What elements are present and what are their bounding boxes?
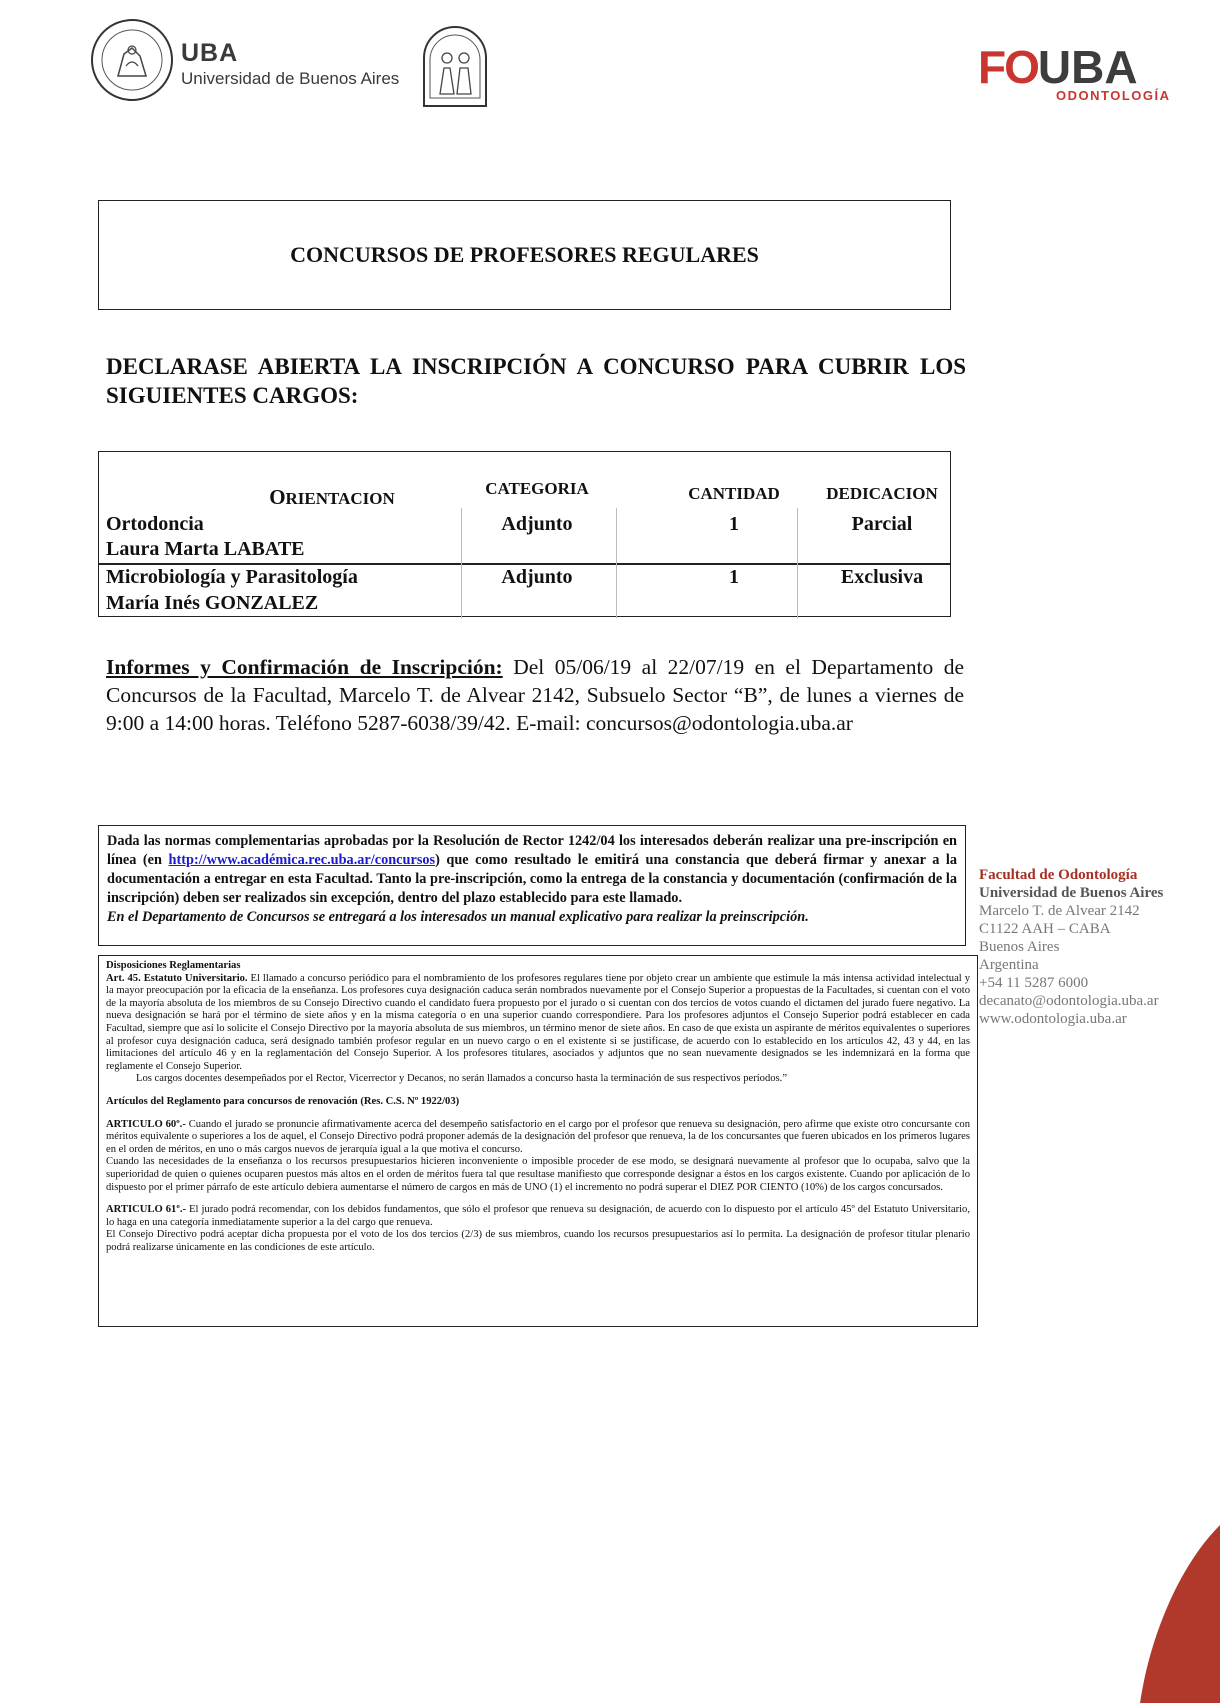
row2-categoria: Adjunto bbox=[501, 566, 573, 588]
note-italic: En el Departamento de Concursos se entregará a los interesados un manual explicativo para realizar la preinscripción. bbox=[107, 909, 809, 925]
note-text-2: ) que como resultado le emitirá una constancia que deberá firmar y anexar a la documentación a entregar en esta Facultad. Tanto la pre-inscripción, como la entrega de la constancia y documentación (confirmación de la inscripción) deben ser realizados sin excepción, dentro del plazo establecido para este llamado. bbox=[107, 852, 957, 906]
contact-postal: C1122 AAH – CABA bbox=[979, 921, 1111, 937]
contact-country: Argentina bbox=[979, 957, 1039, 973]
informes-text: Del 05/06/19 al 22/07/19 en el Departamento de Concursos de la Facultad, Marcelo T. de Alvear 2142, Subsuelo Sector “B”, de lunes a viernes de 9:00 a 14:00 horas. Teléfono 5287-6038/39/42. E-mail: concursos@odontologia.uba.ar bbox=[106, 655, 964, 735]
contact-email[interactable]: decanato@odontologia.uba.ar bbox=[979, 993, 1159, 1009]
art61-paragraph: ARTICULO 61º.- El jurado podrá recomendar, con los debidos fundamentos, que sólo el profesor que renueva su designación, de acuerdo con lo dispuesto por el artículo 45º del Estatuto Universitario, lo haga en una categoría inmediatamente superior a la del cargo que renueva. bbox=[106, 1204, 970, 1228]
row2-orientacion: Microbiología y Parasitología bbox=[106, 566, 358, 588]
row1-persona: Laura Marta LABATE bbox=[106, 538, 305, 560]
positions-table bbox=[98, 451, 951, 617]
art60-paragraph-2: Cuando las necesidades de la enseñanza o los recursos presupuestarios hicieren inconveniente o imposible proceder de ese modo, se designará nuevamente al profesor que lo ocupaba, salvo que la superioridad de quien o quienes ocuparen puestos más altos en el orden de méritos fuera tal que resultase manifiesto que corresponde designar a éstos en los cargos existente. Cuando por aplicación de lo dispuesto por el primer párrafo de este artículo debiera aumentarse el número de cargos en más de UNO (1) el incremento no podrá superar el DIEZ POR CIENTO (10%) de los cargos concursados. bbox=[106, 1156, 970, 1193]
uba-logo-part: UBA bbox=[1037, 41, 1138, 93]
fo-logo-part: FO bbox=[978, 41, 1038, 93]
contact-phone: +54 11 5287 6000 bbox=[979, 975, 1089, 991]
uba-seal-logo bbox=[90, 18, 174, 102]
row2-persona: María Inés GONZALEZ bbox=[106, 592, 319, 614]
row1-orientacion: Ortodoncia bbox=[106, 513, 204, 535]
row2-cantidad: 1 bbox=[729, 566, 739, 588]
art45-extra: Los cargos docentes desempeñados por el Rector, Vicerrector y Decanos, no serán llamados a concurso hasta la terminación de sus respectivos períodos.” bbox=[136, 1073, 788, 1085]
header-dedicacion: DEDICACION bbox=[826, 484, 938, 503]
art45-paragraph: Art. 45. Estatuto Universitario. El llamado a concurso periódico para el nombramiento de los profesores regulares tiene por objeto crear un ambiente que estimule la más intensa actividad intelectual y la mayor preocupación por la eficacia de la enseñanza. Los profesores cuya designación caduca serán nombrados nuevamente por el Consejo Superior a propuestas de la Facultades, si cuentan con el voto de la mayoría absoluta de los miembros de su Consejo Directivo cuando el candidato fuera propuesto por el jurado o si cuentan con dos tercios de votos cuando el dictamen del jurado fuere negativo. La nueva designación se hará por el término de siete años y en la misma categoría o en una superior cuando correspondiere. Para los profesores adjuntos el Consejo Superior podrá establecer en cada Facultad, siempre que así lo solicite el Consejo Directivo por la mayoría absoluta de sus miembros, un término menor de siete años. En caso de que exista un aspirante de méritos equivalentes o superiores al profesor cuya designación caduca, será designado también profesor regular en un nuevo cargo o en el existente si se justificase, de acuerdo con lo establecido en los artículos 42, 43 y 44, en las limitaciones del artículo 46 y en la reglamentación del Consejo Superior. A los profesores titulares, asociados y adjuntos que no sean nuevamente designados se les indemnizará en la forma que reglamente el Consejo Superior. bbox=[106, 972, 970, 1072]
faculty-contact bbox=[979, 866, 1209, 1028]
uba-seal-icon bbox=[90, 18, 174, 102]
header-categoria: CATEGORIA bbox=[485, 479, 589, 498]
disposiciones-box bbox=[98, 955, 978, 1327]
contact-universidad: Universidad de Buenos Aires bbox=[979, 885, 1164, 901]
row2-dedicacion: Exclusiva bbox=[840, 566, 924, 588]
art61-paragraph-2: El Consejo Directivo podrá aceptar dicha propuesta por el voto de los dos tercios (2/3) de sus miembros, cuando los recursos presupuestarios así lo permita. La designación de profesor titular plenario podrá realizarse únicamente en las condiciones de este artículo. bbox=[106, 1229, 970, 1253]
contact-city: Buenos Aires bbox=[979, 939, 1060, 955]
corner-swoosh-decoration bbox=[1110, 1525, 1220, 1703]
faculty-seal-icon bbox=[420, 18, 490, 110]
header-cantidad: CANTIDAD bbox=[688, 484, 780, 503]
concursos-link[interactable]: http://www.académica.rec.uba.ar/concursos bbox=[168, 852, 436, 868]
disposiciones-heading: Disposiciones Reglamentarias bbox=[106, 960, 241, 971]
row1-dedicacion: Parcial bbox=[851, 513, 913, 535]
uba-logo-text: UBA bbox=[181, 39, 239, 67]
uba-name: Universidad de Buenos Aires bbox=[181, 69, 400, 88]
informes-paragraph bbox=[106, 653, 964, 737]
header-orientacion: ORIENTACION bbox=[269, 485, 395, 509]
row1-cantidad: 1 bbox=[729, 513, 739, 535]
fo-logo-subtitle: ODONTOLOGÍA bbox=[1056, 88, 1171, 103]
title-box bbox=[98, 200, 951, 310]
art60-paragraph: ARTICULO 60º.- Cuando el jurado se pronuncie afirmativamente acerca del desempeño satisfactorio en el cargo por el profesor que renueva su designación, pero afirme que existe otro concursante con méritos equivalente o superiores a los de aquel, el Consejo Directivo podrá proponer además de la designación del profesor que renueva, la de los concursantes que fueren ubicados en los primeros lugares en el orden de méritos, en uno o más cargos nuevos de jerarquía igual a la que motiva el concurso. bbox=[106, 1118, 971, 1155]
row1-categoria: Adjunto bbox=[501, 513, 573, 535]
declaration-heading: DECLARASE ABIERTA LA INSCRIPCIÓN A CONCURSO PARA CUBRIR LOS SIGUIENTES CARGOS: bbox=[106, 354, 966, 408]
contact-web[interactable]: www.odontologia.uba.ar bbox=[979, 1011, 1127, 1027]
note-text-1: Dada las normas complementarias aprobadas por la Resolución de Rector 1242/04 los interesados deberán realizar una pre-inscripción en línea (en bbox=[107, 833, 957, 868]
table-divider bbox=[99, 563, 950, 565]
reglamento-heading: Artículos del Reglamento para concursos de renovación (Res. C.S. Nº 1922/03) bbox=[106, 1095, 460, 1107]
preinscription-note bbox=[98, 825, 966, 946]
page-title: CONCURSOS DE PROFESORES REGULARES bbox=[290, 242, 759, 267]
faculty-seal-logo bbox=[420, 18, 490, 110]
informes-label: Informes y Confirmación de Inscripción: bbox=[106, 655, 503, 679]
contact-facultad: Facultad de Odontología bbox=[979, 867, 1138, 883]
contact-address: Marcelo T. de Alvear 2142 bbox=[979, 903, 1140, 919]
